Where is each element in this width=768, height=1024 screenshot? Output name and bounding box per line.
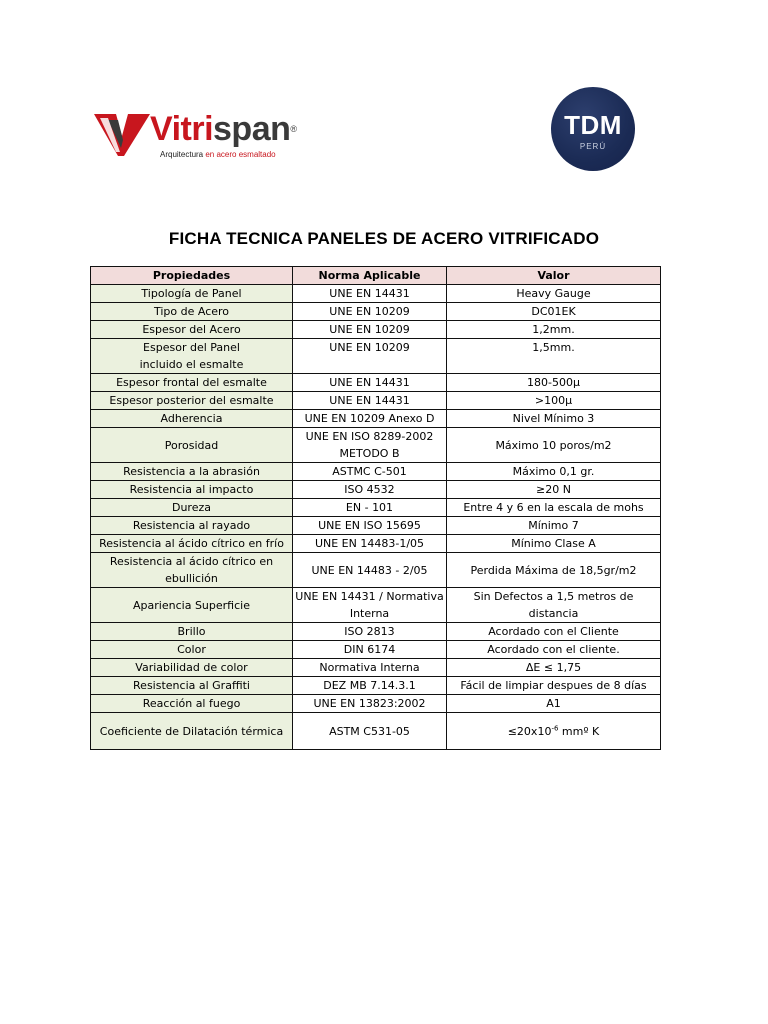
value-cell: Sin Defectos a 1,5 metros de distancia [447,588,661,623]
standard-cell: UNE EN 14431 [293,285,447,303]
property-cell: Espesor del Acero [91,321,293,339]
table-row [91,499,661,517]
property-cell: Coeficiente de Dilatación térmica [91,713,293,750]
standard-cell: ISO 4532 [293,481,447,499]
value-cell: Entre 4 y 6 en la escala de mohs [447,499,661,517]
property-cell: Color [91,641,293,659]
standard-cell: EN - 101 [293,499,447,517]
table-row [91,695,661,713]
standard-cell: Normativa Interna [293,659,447,677]
standard-cell: UNE EN 14431 / Normativa Interna [293,588,447,623]
table-row [91,677,661,695]
table-row [91,535,661,553]
table-row [91,481,661,499]
standard-cell: ASTMC C-501 [293,463,447,481]
standard-cell: DIN 6174 [293,641,447,659]
header-norma: Norma Aplicable [293,267,447,285]
property-cell: Resistencia al rayado [91,517,293,535]
property-cell: Resistencia al Graffiti [91,677,293,695]
property-cell: Resistencia al ácido cítrico en frío [91,535,293,553]
property-cell: Resistencia a la abrasión [91,463,293,481]
standard-cell: UNE EN 14431 [293,392,447,410]
value-cell: Acordado con el Cliente [447,623,661,641]
property-cell: Espesor posterior del esmalte [91,392,293,410]
standard-cell: DEZ MB 7.14.3.1 [293,677,447,695]
header-propiedades: Propiedades [91,267,293,285]
brand-tagline: Arquitectura en acero esmaltado [160,150,276,159]
tdm-logo-text: TDM [564,110,622,140]
property-cell: Reacción al fuego [91,695,293,713]
table-row [91,588,661,623]
table-header-row [91,267,661,285]
brand-name: Vitrispan® [150,110,297,148]
table-row [91,463,661,481]
table-row [91,641,661,659]
table-row [91,374,661,392]
standard-cell: UNE EN 10209 Anexo D [293,410,447,428]
value-cell: Fácil de limpiar despues de 8 días [447,677,661,695]
property-cell: Tipología de Panel [91,285,293,303]
table-row [91,553,661,588]
header-valor: Valor [447,267,661,285]
table-row [91,392,661,410]
table-row [91,517,661,535]
value-cell: A1 [447,695,661,713]
property-cell: Tipo de Acero [91,303,293,321]
value-cell: $\le 20x10^{-6}$ mmº K [447,713,661,750]
property-cell: Dureza [91,499,293,517]
property-cell: Porosidad [91,428,293,463]
value-cell: >100µ [447,392,661,410]
property-cell: Espesor del Panel incluido el esmalte [91,339,293,374]
value-cell: DC01EK [447,303,661,321]
standard-cell: ISO 2813 [293,623,447,641]
table-row [91,321,661,339]
vitrispan-emblem-icon [94,110,150,158]
table-row [91,303,661,321]
value-cell: Mínimo Clase A [447,535,661,553]
standard-cell: UNE EN 10209 [293,303,447,321]
table-row [91,285,661,303]
value-cell: Máximo 0,1 gr. [447,463,661,481]
standard-cell: ASTM C531-05 [293,713,447,750]
standard-cell: UNE EN ISO 8289-2002 METODO B [293,428,447,463]
value-cell: 180-500µ [447,374,661,392]
value-cell: Heavy Gauge [447,285,661,303]
value-cell: Máximo 10 poros/m2 [447,428,661,463]
value-cell: Nivel Mínimo 3 [447,410,661,428]
value-cell: Acordado con el cliente. [447,641,661,659]
value-cell: ΔE ≤ 1,75 [447,659,661,677]
standard-cell: UNE EN 10209 [293,321,447,339]
table-row [91,623,661,641]
standard-cell: UNE EN 14483-1/05 [293,535,447,553]
property-cell: Apariencia Superficie [91,588,293,623]
standard-cell: UNE EN 10209 [293,339,447,374]
vitrispan-logo [94,108,324,168]
table-row [91,410,661,428]
table-row [91,428,661,463]
property-cell: Variabilidad de color [91,659,293,677]
value-cell: 1,2mm. [447,321,661,339]
spec-table-body [91,285,661,750]
property-cell: Resistencia al ácido cítrico en ebullición [91,553,293,588]
table-row [91,713,661,750]
standard-cell: UNE EN 14431 [293,374,447,392]
value-cell: 1,5mm. [447,339,661,374]
value-cell: Perdida Máxima de 18,5gr/m2 [447,553,661,588]
standard-cell: UNE EN 13823:2002 [293,695,447,713]
standard-cell: UNE EN ISO 15695 [293,517,447,535]
standard-cell: UNE EN 14483 - 2/05 [293,553,447,588]
document-title: FICHA TECNICA PANELES DE ACERO VITRIFICADO [168,229,600,248]
table-row [91,339,661,374]
value-cell: ≥20 N [447,481,661,499]
table-row [91,659,661,677]
property-cell: Brillo [91,623,293,641]
tdm-peru-logo [551,87,635,171]
property-cell: Resistencia al impacto [91,481,293,499]
spec-table [90,266,661,750]
tdm-logo-subtext: PERÚ [579,142,607,151]
value-cell: Mínimo 7 [447,517,661,535]
property-cell: Adherencia [91,410,293,428]
property-cell: Espesor frontal del esmalte [91,374,293,392]
